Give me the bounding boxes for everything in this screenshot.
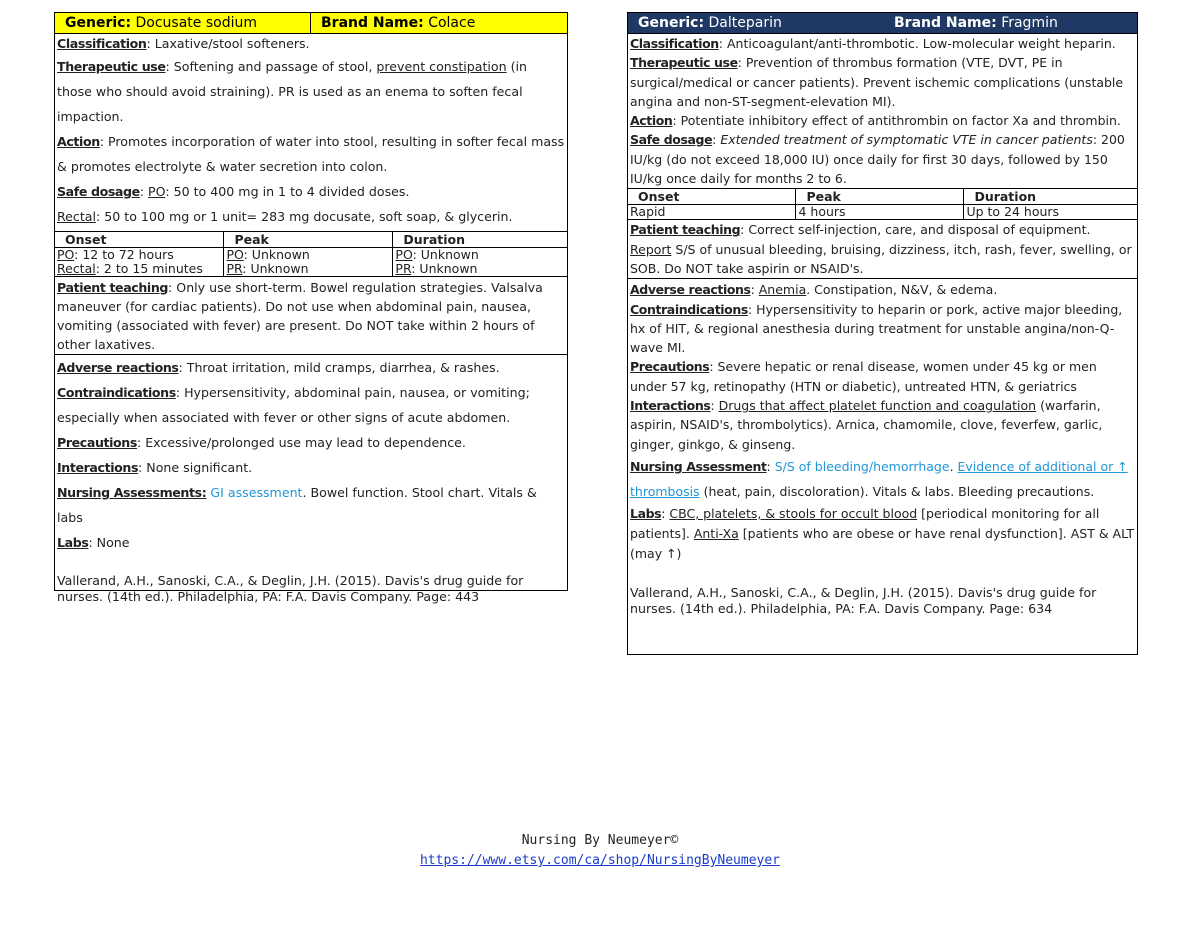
interactions-underlined: Drugs that affect platelet function and coagulation — [718, 398, 1037, 414]
interactions-section — [55, 455, 567, 480]
card-header — [55, 13, 567, 34]
brand-label: Brand Name: — [321, 15, 424, 31]
peak-header: Peak — [796, 189, 964, 205]
classification-label: Classification — [57, 36, 147, 51]
classification-text: : Laxative/stool softeners. — [146, 36, 310, 51]
action-text: : Potentiate inhibitory effect of antithrombin on factor Xa and thrombin. — [672, 113, 1121, 129]
adverse-underlined: Anemia — [758, 282, 807, 298]
labs-text: : None — [88, 535, 130, 550]
peak-header: Peak — [224, 232, 393, 248]
contraindications-section — [55, 380, 567, 430]
brand-value: Colace — [428, 15, 476, 31]
adverse-text: . Constipation, N&V, & edema. — [806, 282, 998, 298]
therapeutic-underlined: prevent constipation — [376, 59, 507, 74]
brand-name-cell — [884, 13, 1058, 33]
table-header-row — [628, 189, 1137, 205]
teaching-label: Patient teaching — [57, 280, 169, 295]
interactions-label: Interactions — [630, 398, 711, 414]
interactions-label: Interactions — [57, 460, 139, 475]
action-section — [628, 111, 1137, 130]
nursing-highlight-thrombosis: Evidence of additional or ↑ thrombosis — [630, 458, 1128, 499]
action-text: : Promotes incorporation of water into stool, resulting in softer fecal mass & promotes electrolyte & water secretion into colon. — [57, 134, 565, 174]
labs-underlined-cbc: CBC, platelets, & stools for occult blood — [669, 505, 918, 521]
cell-value: : 2 to 15 minutes — [95, 261, 203, 276]
therapeutic-label: Therapeutic use — [630, 55, 738, 71]
drug-card-docusate — [54, 12, 568, 604]
nursing-text: . Bowel function. Stool chart. Vitals & labs — [57, 485, 537, 525]
classification-label: Classification — [630, 36, 719, 51]
therapeutic-text: : Prevention of thrombus formation (VTE, DVT, PE in surgical/medical or cancer patients). Prevent ischemic complications (unstable angina and non-ST-segment-elevation MI). — [630, 55, 1124, 109]
action-section — [55, 129, 567, 179]
table-cell — [393, 248, 567, 263]
dosage-po: PO — [148, 184, 166, 199]
teaching-report: Report — [630, 241, 672, 257]
adverse-reactions-section — [55, 354, 567, 380]
cell-value: : Unknown — [242, 261, 309, 276]
reference-citation: Vallerand, A.H., Sanoski, C.A., & Deglin, J.H. (2015). Davis's drug guide for nurses. (14th ed.). Philadelphia, PA: F.A. Davis Company. Page: 634 — [630, 584, 1097, 616]
reference-citation: Vallerand, A.H., Sanoski, C.A., & Deglin, J.H. (2015). Davis's drug guide for nurses. (14th ed.). Philadelphia, PA: F.A. Davis Company. Page: 443 — [57, 573, 524, 604]
labs-label: Labs — [630, 505, 662, 521]
cell-value: : Unknown — [411, 261, 478, 276]
nursing-assessments-section — [55, 480, 567, 530]
contra-text: : Hypersensitivity to heparin or pork, active major bleeding, hx of HIT, & regional anesthesia during treatment for unstable angina/non-Q-wave MI. — [630, 301, 1123, 356]
teaching-text: : Only use short-term. Bowel regulation strategies. Valsalva maneuver (for cardiac patients). Do not use when abdominal pain, nausea, vomiting (associated with fever) are present. Do NOT take within 2 hours of other laxatives. — [57, 280, 543, 352]
precautions-label: Precautions — [57, 435, 137, 450]
labs-section — [628, 504, 1137, 564]
table-header-row — [55, 232, 567, 248]
table-row — [55, 262, 567, 276]
labs-text-end: [patients who are obese or have renal dysfunction]. AST & ALT (may ↑) — [630, 525, 1134, 561]
brand-value: Fragmin — [1001, 15, 1058, 31]
labs-underlined-antixa: Anti-Xa — [693, 525, 739, 541]
classification-section — [55, 34, 567, 54]
dosage-colon: : — [712, 132, 721, 148]
interactions-text: : None significant. — [138, 460, 253, 475]
cell-route: PO — [57, 247, 75, 262]
dosage-text: : 200 IU/kg (do not exceed 18,000 IU) once daily for first 30 days, followed by 150 IU/kg once daily for months 2 to 6. — [630, 132, 1125, 187]
etsy-shop-link[interactable]: https://www.etsy.com/ca/shop/NursingByNeumeyer — [419, 853, 781, 868]
safe-dosage-section — [628, 130, 1137, 188]
safe-dosage-section — [55, 179, 567, 204]
contra-text: : Hypersensitivity, abdominal pain, nausea, or vomiting; especially when associated with fever or other signs of acute abdomen. — [57, 385, 530, 425]
cell-route: Rectal — [57, 261, 96, 276]
footer-credit: Nursing By Neumeyer© — [521, 833, 679, 848]
teaching-text-end: S/S of unusual bleeding, bruising, dizziness, itch, rash, fever, swelling, or SOB. Do NOT take aspirin or NSAID's. — [630, 241, 1132, 276]
peak-value: 4 hours — [796, 205, 964, 220]
dosage-label: Safe dosage — [57, 184, 140, 199]
table-cell — [393, 262, 567, 276]
generic-name-cell — [628, 13, 884, 33]
adverse-text: : Throat irritation, mild cramps, diarrhea, & rashes. — [178, 360, 500, 375]
action-label: Action — [57, 134, 100, 149]
duration-header: Duration — [393, 232, 567, 248]
adverse-colon: : — [750, 282, 759, 298]
dosage-indication: Extended treatment of symptomatic VTE in cancer patients — [720, 132, 1093, 148]
cell-route: PR — [226, 261, 243, 276]
dosage-colon: : — [139, 184, 149, 199]
nursing-assessment-section — [628, 454, 1137, 504]
precautions-section — [55, 430, 567, 455]
drug-card-dalteparin — [627, 12, 1138, 655]
labs-colon: : — [661, 505, 670, 521]
dosage-label: Safe dosage — [630, 132, 713, 148]
brand-label: Brand Name: — [894, 15, 997, 31]
therapeutic-text-end: (in those who should avoid straining). PR is used as an enema to soften fecal impaction. — [57, 59, 528, 124]
dosage-rectal-text: : 50 to 100 mg or 1 unit= 283 mg docusate, soft soap, & glycerin. — [96, 209, 513, 224]
classification-text: : Anticoagulant/anti-thrombotic. Low-molecular weight heparin. — [718, 36, 1116, 51]
interactions-section — [628, 396, 1137, 454]
dosage-po-text: : 50 to 400 mg in 1 to 4 divided doses. — [165, 184, 410, 199]
generic-value: Dalteparin — [708, 15, 782, 31]
therapeutic-text: : Softening and passage of stool, — [165, 59, 377, 74]
nursing-text: (heat, pain, discoloration). Vitals & labs. Bleeding precautions. — [699, 483, 1095, 499]
dosage-rectal: Rectal — [57, 209, 97, 224]
precautions-section — [628, 357, 1137, 396]
labs-text: [periodical monitoring for all patients]. — [630, 505, 1100, 541]
patient-teaching-section — [628, 220, 1137, 278]
nursing-label: Nursing Assessments: — [57, 485, 207, 500]
table-cell — [55, 248, 224, 263]
cell-route: PR — [395, 261, 412, 276]
cell-value: : 12 to 72 hours — [74, 247, 174, 262]
nursing-highlight: GI assessment — [210, 485, 303, 500]
table-row — [628, 205, 1137, 220]
nursing-label: Nursing Assessment — [630, 458, 767, 474]
therapeutic-label: Therapeutic use — [57, 59, 166, 74]
duration-header: Duration — [964, 189, 1137, 205]
nursing-colon: : — [766, 458, 775, 474]
contra-label: Contraindications — [630, 301, 748, 317]
interactions-text: (warfarin, aspirin, NSAID's, thrombolytics). Arnica, chamomile, clove, feverfew, garlic, ginger, ginkgo, & ginseng. — [630, 398, 1103, 452]
precautions-text: : Severe hepatic or renal disease, women under 45 kg or men under 57 kg, retinopathy (HTN or diabetic), untreated HTN, & geriatrics — [630, 359, 1097, 394]
onset-header: Onset — [628, 189, 796, 205]
onset-peak-duration-table — [628, 188, 1137, 220]
labs-label: Labs — [57, 535, 89, 550]
adverse-label: Adverse reactions — [57, 360, 179, 375]
contraindications-section — [628, 300, 1137, 358]
cell-value: : Unknown — [243, 247, 310, 262]
generic-name-cell — [55, 13, 311, 33]
generic-value: Docusate sodium — [135, 15, 258, 31]
table-cell — [224, 262, 393, 276]
teaching-label: Patient teaching — [630, 222, 741, 238]
generic-label: Generic: — [638, 15, 705, 31]
precautions-label: Precautions — [630, 359, 710, 375]
onset-header: Onset — [55, 232, 224, 248]
footer-link-container — [0, 852, 1200, 870]
nursing-separator: . — [949, 458, 958, 474]
onset-value: Rapid — [630, 204, 666, 220]
therapeutic-use-section — [628, 53, 1137, 111]
therapeutic-use-section — [55, 54, 567, 129]
classification-section — [628, 34, 1137, 53]
adverse-label: Adverse reactions — [630, 282, 751, 298]
card-header — [628, 13, 1137, 34]
interactions-colon: : — [710, 398, 719, 414]
duration-value: Up to 24 hours — [964, 205, 1137, 220]
cell-route: PO — [395, 247, 413, 262]
labs-section — [55, 530, 567, 555]
adverse-reactions-section — [628, 278, 1137, 299]
table-cell — [224, 248, 393, 263]
nursing-highlight-bleeding: S/S of bleeding/hemorrhage — [774, 458, 950, 474]
onset-peak-duration-table — [55, 231, 567, 276]
action-label: Action — [630, 113, 673, 129]
cell-value: : Unknown — [412, 247, 479, 262]
brand-name-cell — [311, 13, 475, 33]
cell-route: PO — [226, 247, 244, 262]
teaching-text: : Correct self-injection, care, and disposal of equipment. — [740, 222, 1091, 238]
precautions-text: : Excessive/prolonged use may lead to dependence. — [136, 435, 466, 450]
table-row — [55, 248, 567, 263]
generic-label: Generic: — [65, 15, 132, 31]
contra-label: Contraindications — [57, 385, 176, 400]
table-cell — [55, 262, 224, 276]
patient-teaching-section — [55, 276, 567, 354]
safe-dosage-rectal — [55, 204, 567, 229]
